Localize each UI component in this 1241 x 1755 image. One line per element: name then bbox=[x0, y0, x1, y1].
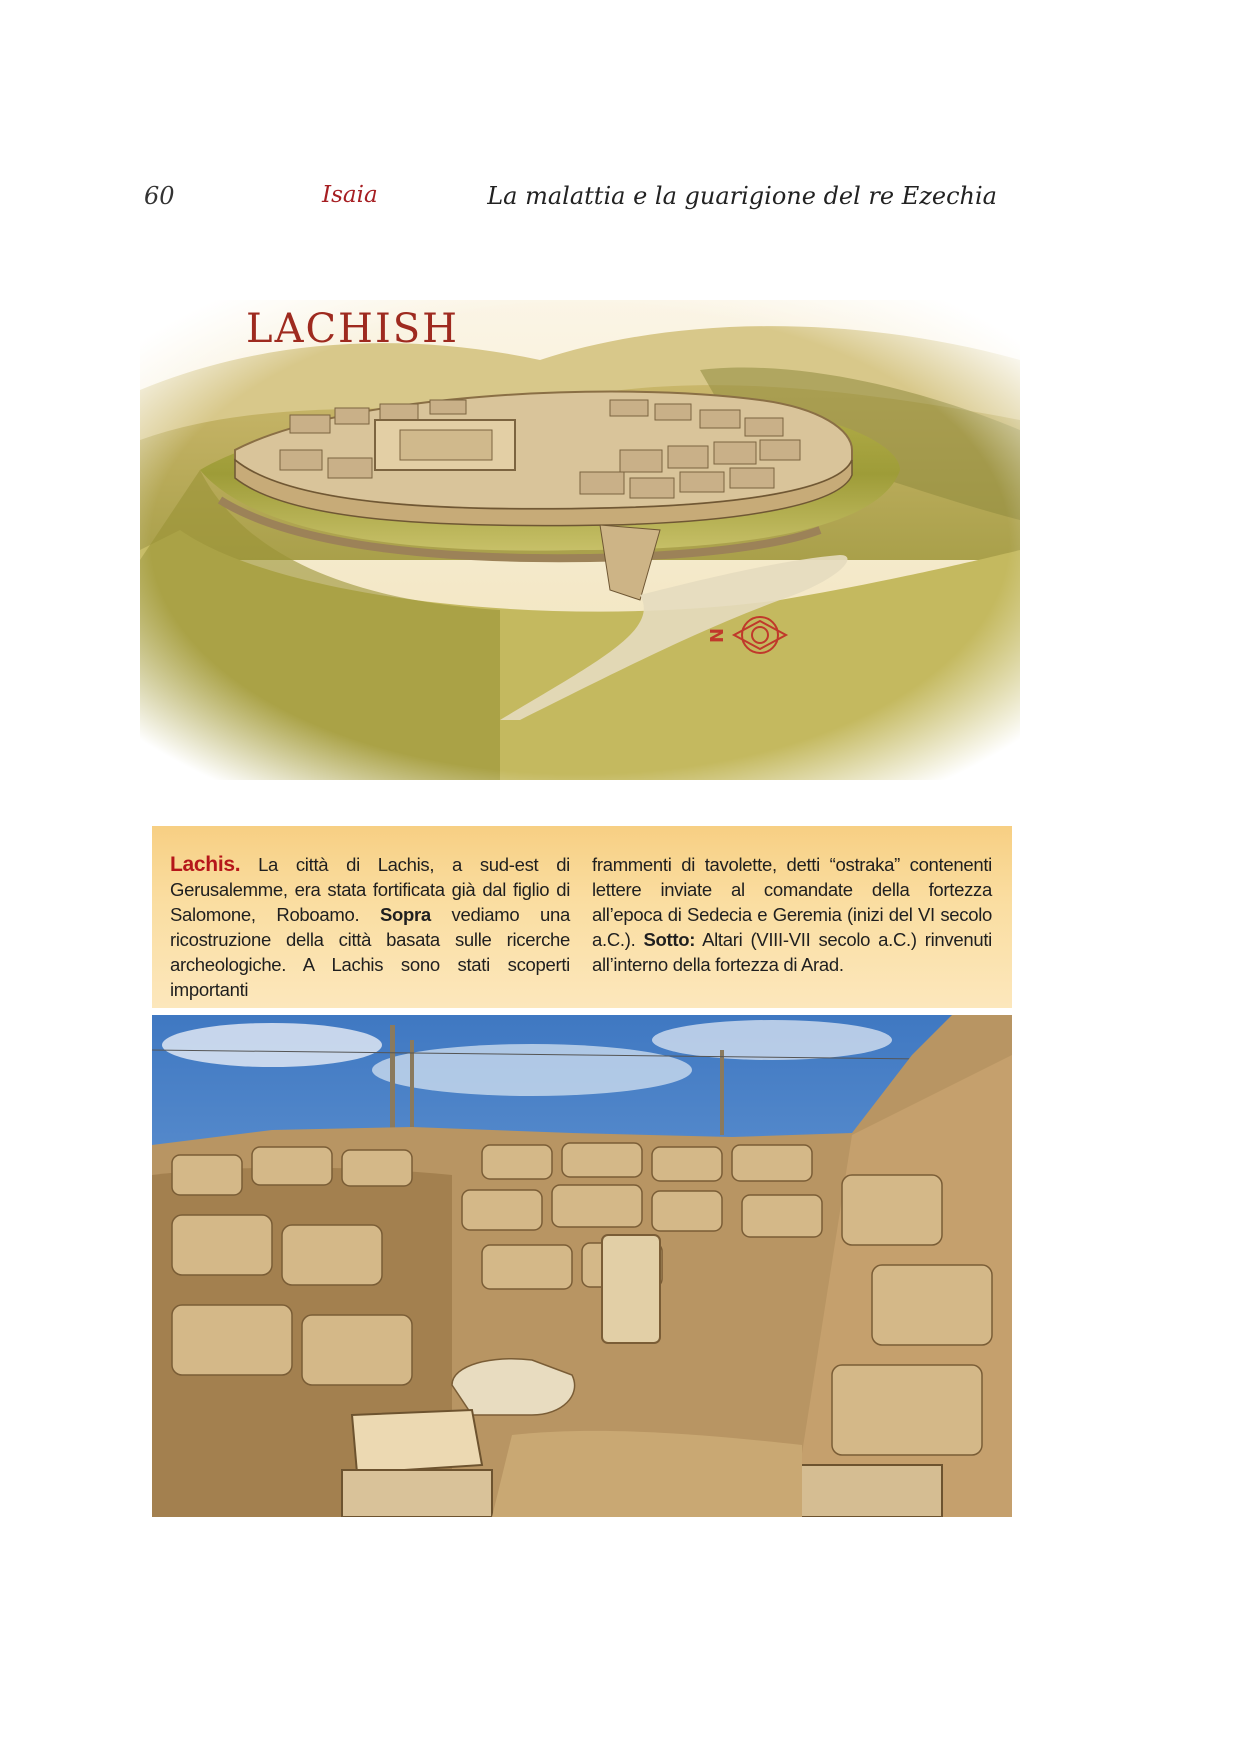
caption-left-text-2: vediamo una ricostruzione della città basata sulle ricerche archeologiche. A Lachis sono stati scoperti importanti bbox=[170, 904, 570, 1000]
page-header bbox=[0, 182, 1241, 222]
caption-left-text-1: La città di Lachis, a sud-est di Gerusalemme, era stata fortificata già dal figlio di Salomone, Roboamo. bbox=[170, 854, 570, 925]
altars-photo-image bbox=[152, 1015, 1012, 1517]
caption-right-text-1: frammenti di tavolette, detti “ostraka” contenenti lettere inviate al comandate della fortezza all’epoca di Sedecia e Geremia (inizi del VI secolo a.C.). bbox=[592, 854, 992, 950]
caption-right-bold: Sotto: bbox=[643, 929, 696, 950]
caption-box bbox=[152, 826, 1012, 1008]
book-title: Isaia bbox=[322, 182, 378, 208]
caption-left-column bbox=[170, 852, 570, 1002]
caption-left-bold: Sopra bbox=[379, 904, 431, 925]
city-reconstruction-image bbox=[140, 300, 1020, 780]
illustration-title: LACHISH bbox=[246, 306, 460, 352]
caption-right-text-2: Altari (VIII-VII secolo a.C.) rinvenuti all’interno della fortezza di Arad. bbox=[592, 929, 992, 975]
caption-lead: Lachis. bbox=[170, 853, 241, 876]
page-number: 60 bbox=[144, 182, 175, 210]
caption-right-column bbox=[592, 852, 992, 977]
lachish-illustration bbox=[140, 300, 1020, 780]
arad-altars-photo bbox=[152, 1015, 1012, 1517]
chapter-title: La malattia e la guarigione del re Ezechia bbox=[487, 182, 997, 210]
